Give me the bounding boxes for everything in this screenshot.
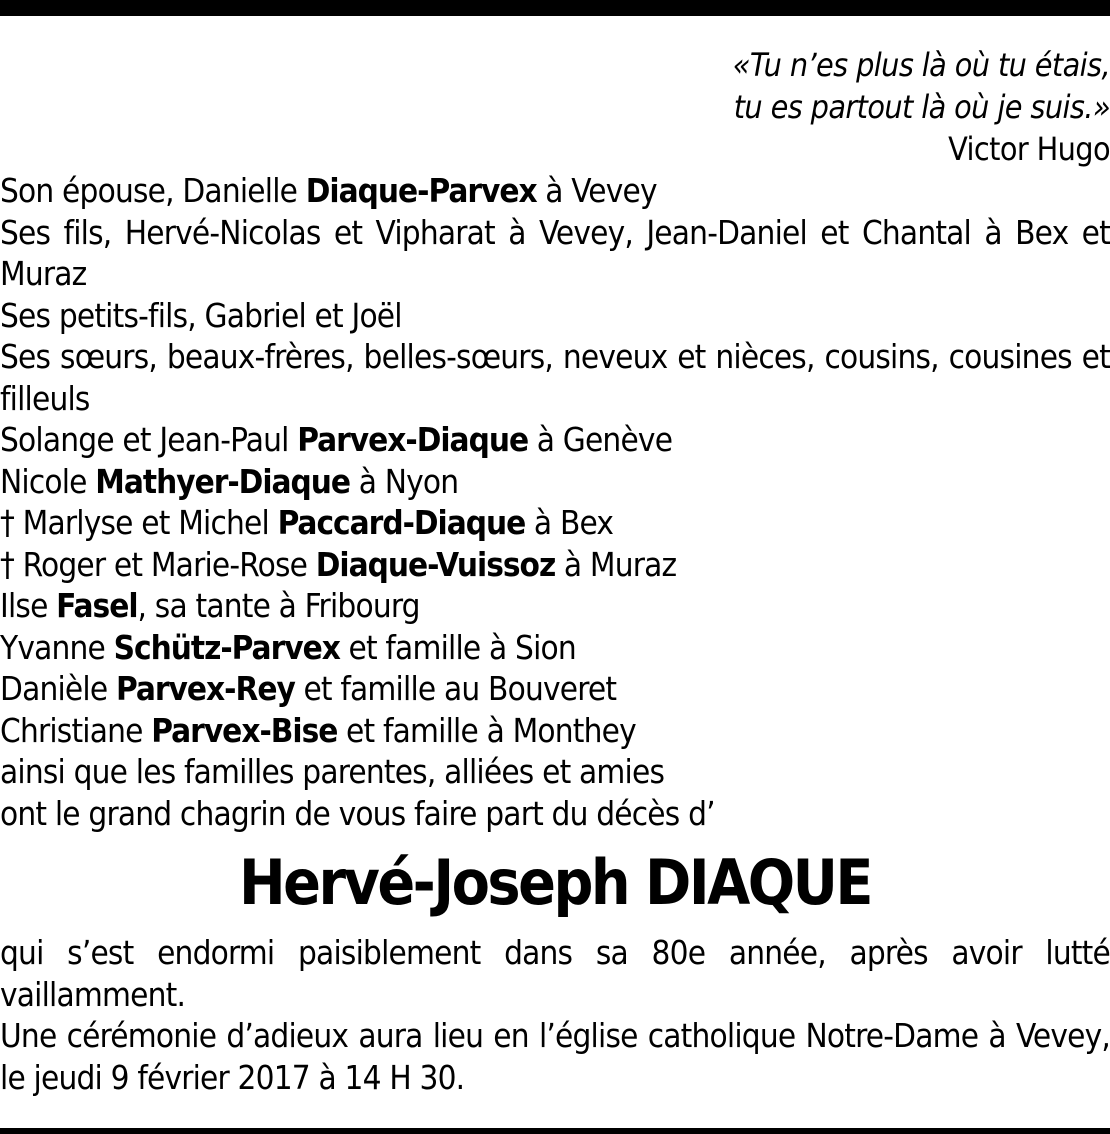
family-surname: Parvex-Rey — [115, 669, 295, 708]
quote-line-2: tu es partout là où je suis.» — [733, 88, 1110, 126]
family-list — [0, 170, 1110, 834]
family-line: Son épouse, Danielle Diaque-Parvex à Vevey — [0, 171, 657, 210]
family-line: ont le grand chagrin de vous faire part du décès d’ — [0, 793, 715, 833]
ceremony-paragraph: Une cérémonie d’adieux aura lieu en l’église catholique Notre-Dame à Vevey, le jeudi 9 février 2017 à 14 H 30. — [0, 1016, 1110, 1097]
family-surname: Fasel — [56, 586, 138, 625]
closing-paragraph: qui s’est endormi paisiblement dans sa 80e année, après avoir lutté vaillamment. — [0, 933, 1110, 1014]
family-line: Solange et Jean-Paul Parvex-Diaque à Genève — [0, 420, 673, 459]
family-surname: Diaque-Vuissoz — [315, 544, 556, 584]
family-line: ainsi que les familles parentes, alliées et amies — [0, 752, 665, 791]
family-line: Yvanne Schütz-Parvex et famille à Sion — [0, 627, 576, 667]
deceased-name: Hervé-Joseph DIAQUE — [238, 846, 872, 919]
family-line: Nicole Mathyer-Diaque à Nyon — [0, 461, 459, 501]
family-surname: Diaque-Parvex — [305, 171, 537, 210]
family-line: Ilse Fasel, sa tante à Fribourg — [0, 586, 420, 625]
epigraph-quote — [0, 44, 1110, 170]
family-line: † Marlyse et Michel Paccard-Diaque à Bex — [0, 503, 614, 542]
family-line: Ses petits-fils, Gabriel et Joël — [0, 295, 402, 335]
family-surname: Parvex-Diaque — [297, 420, 529, 459]
closing-text — [0, 932, 1110, 1098]
family-surname: Paccard-Diaque — [277, 503, 526, 542]
family-surname: Schütz-Parvex — [113, 627, 340, 667]
family-line: Danièle Parvex-Rey et famille au Bouveret — [0, 669, 617, 708]
family-surname: Mathyer-Diaque — [95, 461, 351, 501]
family-surname: Parvex-Bise — [151, 710, 338, 750]
family-line: † Roger et Marie-Rose Diaque-Vuissoz à Muraz — [0, 544, 677, 584]
quote-author: Victor Hugo — [948, 130, 1110, 168]
family-line: Ses fils, Hervé-Nicolas et Vipharat à Vevey, Jean-Daniel et Chantal à Bex et Muraz — [0, 212, 1110, 293]
bottom-rule — [0, 1128, 1110, 1134]
family-line: Christiane Parvex-Bise et famille à Monthey — [0, 710, 636, 750]
obituary-notice — [0, 44, 1110, 1098]
top-rule — [0, 0, 1110, 16]
family-line: Ses sœurs, beaux-frères, belles-sœurs, neveux et nièces, cousins, cousines et filleuls — [0, 337, 1110, 418]
quote-line-1: «Tu n’es plus là où tu étais, — [732, 46, 1110, 84]
